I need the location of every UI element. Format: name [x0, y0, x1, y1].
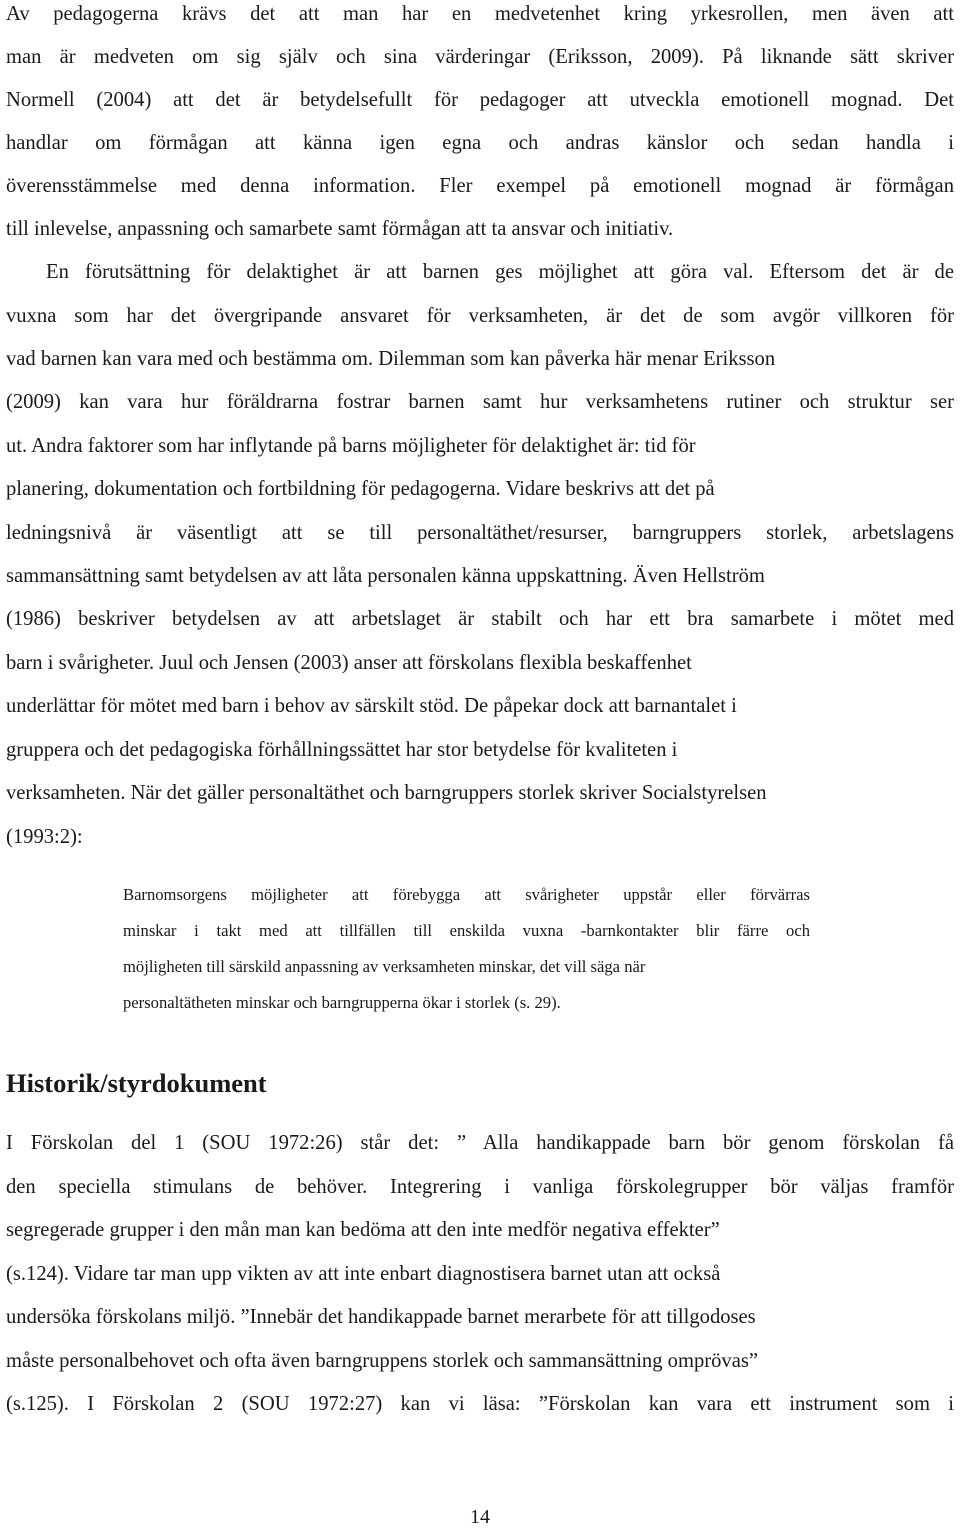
paragraph-line: (2009) kan vara hur föräldrarna fostrar barnen samt hur verksamhetens rutiner och struktur ser: [6, 391, 954, 413]
paragraph-line: segregerade grupper i den mån man kan bedöma att den inte medför negativa effekter”: [6, 1219, 720, 1241]
paragraph-line: I Förskolan del 1 (SOU 1972:26) står det: ” Alla handikappade barn bör genom förskolan få: [6, 1132, 954, 1154]
paragraph-line: vad barnen kan vara med och bestämma om. Dilemman som kan påverka här menar Eriksson: [6, 348, 776, 370]
paragraph-line: (1993:2):: [6, 826, 83, 848]
paragraph-line: (s.125). I Förskolan 2 (SOU 1972:27) kan vi läsa: ”Förskolan kan vara ett instrument som i: [6, 1393, 954, 1415]
paragraph-line: vuxna som har det övergripande ansvaret för verksamheten, är det de som avgör villkoren för: [6, 305, 954, 327]
paragraph-line: överensstämmelse med denna information. Fler exempel på emotionell mognad är förmågan: [6, 175, 954, 197]
paragraph-line: Normell (2004) att det är betydelsefullt för pedagoger att utveckla emotionell mognad. Det: [6, 89, 954, 111]
blockquote-line: möjligheten till särskild anpassning av verksamheten minskar, det vill säga när: [123, 957, 646, 976]
paragraph-line: verksamheten. När det gäller personaltäthet och barngruppers storlek skriver Socialstyrelsen: [6, 782, 767, 804]
paragraph-line: barn i svårigheter. Juul och Jensen (2003) anser att förskolans flexibla beskaffenhet: [6, 652, 692, 674]
paragraph-line: den speciella stimulans de behöver. Integrering i vanliga förskolegrupper bör väljas framför: [6, 1176, 954, 1198]
paragraph-line: handlar om förmågan att känna igen egna och andras känslor och sedan handla i: [6, 132, 954, 154]
paragraph-line: En förutsättning för delaktighet är att barnen ges möjlighet att göra val. Eftersom det är de: [46, 261, 954, 283]
section-heading: Historik/styrdokument: [6, 1068, 267, 1098]
paragraph-line: gruppera och det pedagogiska förhållningssättet har stor betydelse för kvaliteten i: [6, 739, 678, 761]
paragraph-line: undersöka förskolans miljö. ”Innebär det handikappade barnet merarbete för att tillgodoses: [6, 1306, 756, 1328]
paragraph-line: till inlevelse, anpassning och samarbete samt förmågan att ta ansvar och initiativ.: [6, 218, 674, 240]
blockquote-line: minskar i takt med att tillfällen till enskilda vuxna -barnkontakter blir färre och: [123, 921, 810, 940]
paragraph-line: man är medveten om sig själv och sina värderingar (Eriksson, 2009). På liknande sätt skriver: [6, 46, 954, 68]
paragraph-line: underlättar för mötet med barn i behov av särskilt stöd. De påpekar dock att barnantalet i: [6, 695, 737, 717]
paragraph-line: ut. Andra faktorer som har inflytande på barns möjligheter för delaktighet är: tid för: [6, 435, 696, 457]
page-number: 14: [470, 1506, 490, 1528]
blockquote-line: personaltätheten minskar och barngrupperna ökar i storlek (s. 29).: [123, 993, 561, 1012]
paragraph-line: ledningsnivå är väsentligt att se till personaltäthet/resurser, barngruppers storlek, arbetslagens: [6, 522, 954, 544]
paragraph-line: (s.124). Vidare tar man upp vikten av att inte enbart diagnostisera barnet utan att också: [6, 1263, 721, 1285]
paragraph-line: sammansättning samt betydelsen av att låta personalen känna uppskattning. Även Hellström: [6, 565, 765, 587]
paragraph-line: Av pedagogerna krävs det att man har en medvetenhet kring yrkesrollen, men även att: [6, 3, 954, 25]
blockquote-line: Barnomsorgens möjligheter att förebygga att svårigheter uppstår eller förvärras: [123, 885, 810, 904]
paragraph-line: planering, dokumentation och fortbildning för pedagogerna. Vidare beskrivs att det på: [6, 478, 715, 500]
paragraph-line: (1986) beskriver betydelsen av att arbetslaget är stabilt och har ett bra samarbete i mötet med: [6, 608, 954, 630]
paragraph-line: måste personalbehovet och ofta även barngruppens storlek och sammansättning omprövas”: [6, 1350, 759, 1372]
